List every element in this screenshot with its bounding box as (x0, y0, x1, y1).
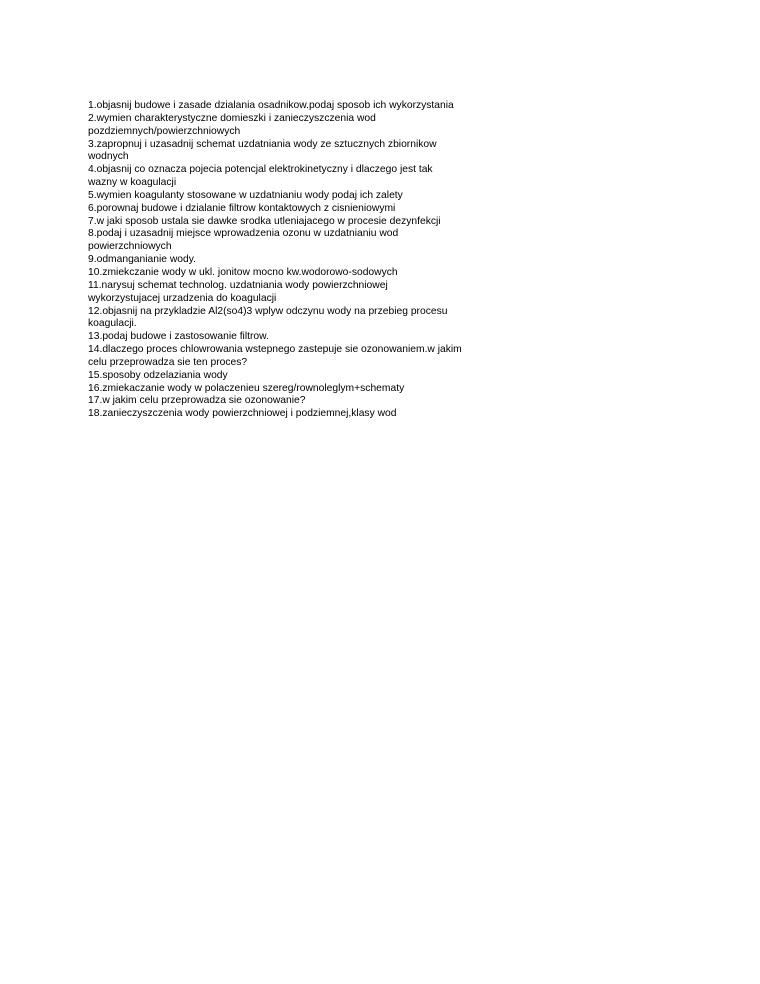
text-line: 12.objasnij na przykladzie Al2(so4)3 wplyw odczynu wody na przebieg procesu (88, 305, 448, 317)
text-line: 8.podaj i uzasadnij miejsce wprowadzenia ozonu w uzdatnianiu wod (88, 228, 399, 240)
text-line: wazny w koagulacji (88, 177, 177, 189)
text-line: celu przeprowadza sie ten proces? (88, 356, 248, 368)
text-line: wykorzystujacej urzadzenia do koagulacji (88, 292, 277, 304)
text-line: 13.podaj budowe i zastosowanie filtrow. (88, 331, 269, 343)
text-line: 15.sposoby odzelaziania wody (88, 369, 228, 381)
text-line: 3.zapropnuj i uzasadnij schemat uzdatniania wody ze sztucznych zbiornikow (88, 138, 437, 150)
text-line: powierzchniowych (88, 241, 172, 253)
text-line: 10.zmiekczanie wody w ukl. jonitow mocno kw.wodorowo-sodowych (88, 266, 398, 278)
text-line: pozdziemnych/powierzchniowych (88, 125, 241, 137)
text-line: wodnych (88, 151, 129, 163)
question-list (88, 100, 508, 421)
text-line: 6.porownaj budowe i dzialanie filtrow kontaktowych z cisnieniowymi (88, 202, 396, 214)
text-line: 2.wymien charakterystyczne domieszki i zanieczyszczenia wod (88, 112, 376, 124)
text-line: koagulacji. (88, 318, 137, 330)
text-line: 5.wymien koagulanty stosowane w uzdatnianiu wody podaj ich zalety (88, 189, 403, 201)
text-line: 7.w jaki sposob ustala sie dawke srodka utleniajacego w procesie dezynfekcji (88, 215, 441, 227)
text-line: 4.objasnij co oznacza pojecia potencjal elektrokinetyczny i dlaczego jest tak (88, 164, 433, 176)
text-line: 14.dlaczego proces chlowrowania wstepnego zastepuje sie ozonowaniem.w jakim (88, 344, 462, 356)
text-line: 17.w jakim celu przeprowadza sie ozonowanie? (88, 395, 306, 407)
text-line: 11.narysuj schemat technolog. uzdatniania wody powierzchniowej (88, 279, 388, 291)
text-line: 18.zanieczyszczenia wody powierzchniowej i podziemnej,klasy wod (88, 408, 397, 420)
text-line: 16.zmiekaczanie wody w polaczenieu szereg/rownoleglym+schematy (88, 382, 405, 394)
text-line: 1.objasnij budowe i zasade dzialania osadnikow.podaj sposob ich wykorzystania (88, 100, 454, 111)
text-line: 9.odmanganianie wody. (88, 254, 197, 266)
